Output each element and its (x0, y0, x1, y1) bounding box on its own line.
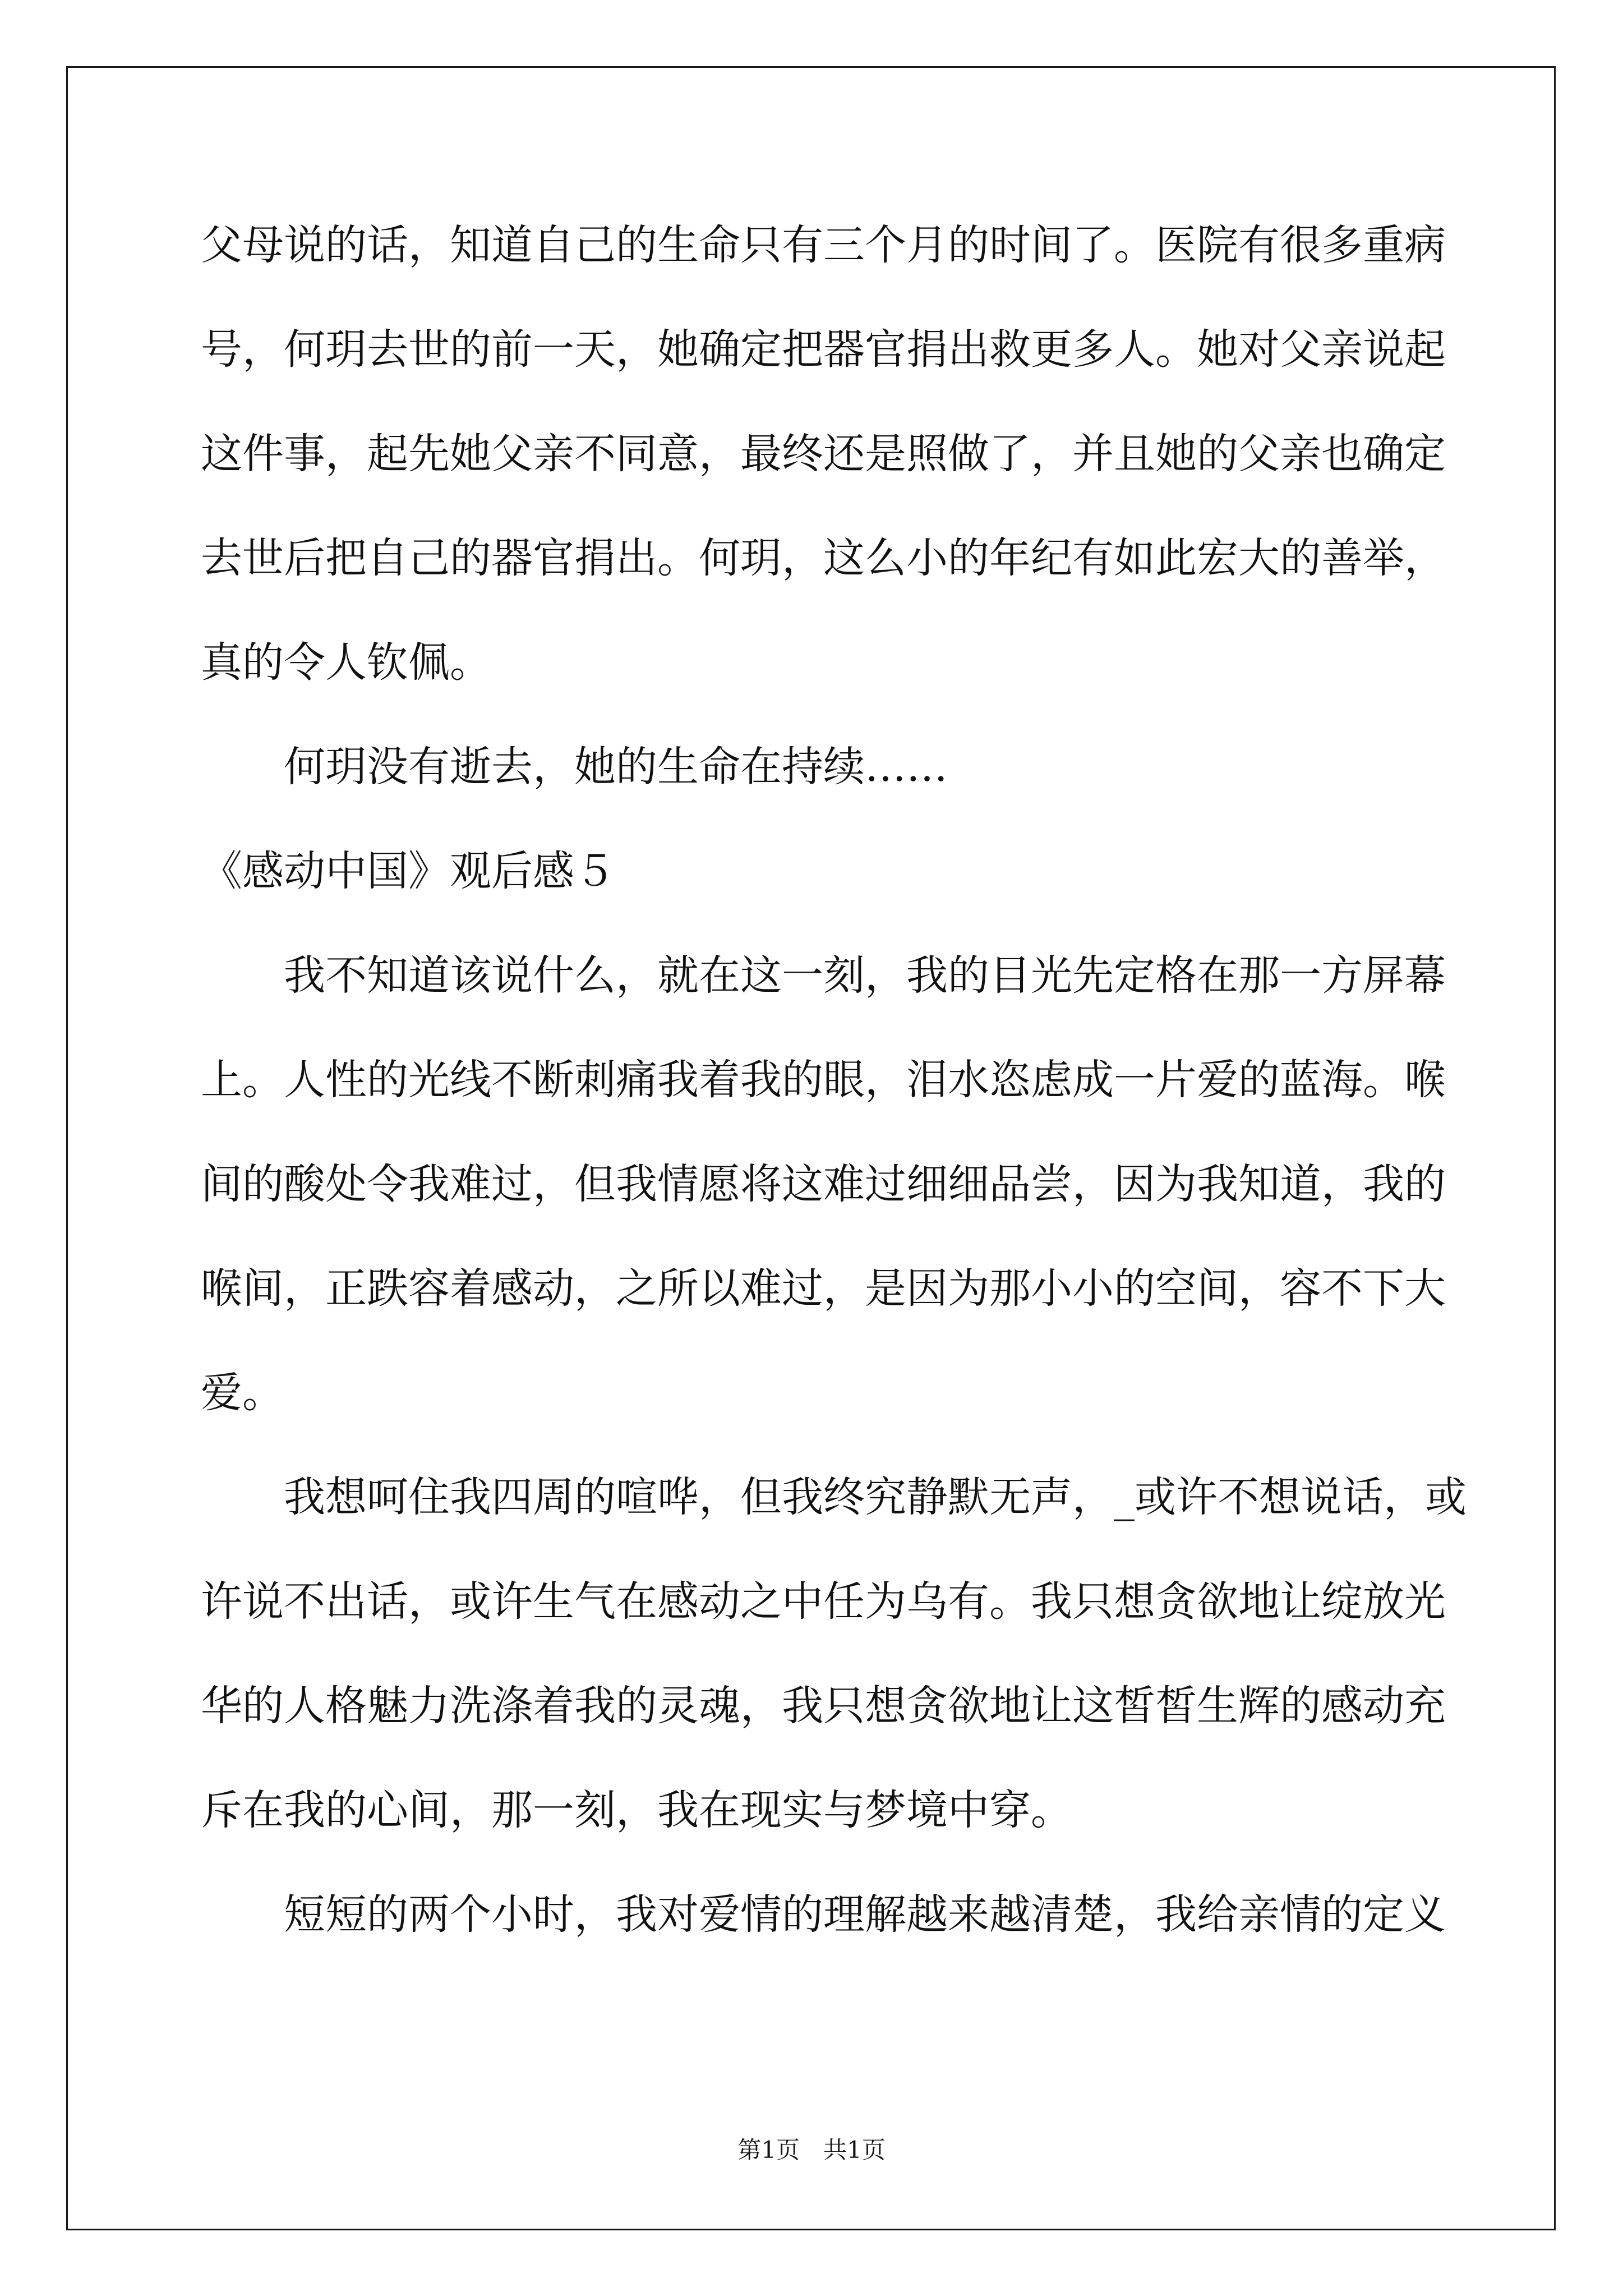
text-line: 短短的两个小时，我对爱情的理解越来越清楚，我给亲情的定义 (284, 1890, 1446, 1939)
text-line: 华的人格魅力洗涤着我的灵魂，我只想贪欲地让这皙皙生辉的感动充 (201, 1682, 1446, 1730)
page-number-footer: 第1页 共1页 (737, 2136, 886, 2164)
section-heading: 《感动中国》观后感５ (201, 847, 616, 895)
text-line: 斥在我的心间，那一刻，我在现实与梦境中穿。 (201, 1786, 1072, 1834)
text-line: 上。人性的光线不断刺痛我着我的眼，泪水恣虑成一片爱的蓝海。喉 (201, 1056, 1446, 1104)
text-line: 何玥没有逝去，她的生命在持续…… (284, 743, 948, 791)
text-line: 许说不出话，或许生气在感动之中任为乌有。我只想贪欲地让绽放光 (201, 1577, 1446, 1626)
text-line: 号，何玥去世的前一天，她确定把器官捐出救更多人。她对父亲说起 (201, 325, 1446, 374)
text-line: 我不知道该说什么，就在这一刻，我的目光先定格在那一方屏幕 (284, 951, 1446, 1000)
text-line: 真的令人钦佩。 (201, 638, 491, 687)
text-line: 喉间，正跌容着感动，之所以难过，是因为那小小的空间，容不下大 (201, 1264, 1446, 1313)
text-line: 这件事，起先她父亲不同意，最终还是照做了，并且她的父亲也确定 (201, 430, 1446, 478)
text-line: 我想呵住我四周的喧哗，但我终究静默无声，_或许不想说话，或 (284, 1473, 1467, 1521)
text-line: 去世后把自己的器官捐出。何玥，这么小的年纪有如此宏大的善举， (201, 534, 1446, 582)
text-line: 爱。 (201, 1369, 284, 1417)
text-line: 间的酸处令我难过，但我情愿将这难过细细品尝，因为我知道，我的 (201, 1160, 1446, 1208)
text-line: 父母说的话，知道自己的生命只有三个月的时间了。医院有很多重病 (201, 221, 1446, 269)
